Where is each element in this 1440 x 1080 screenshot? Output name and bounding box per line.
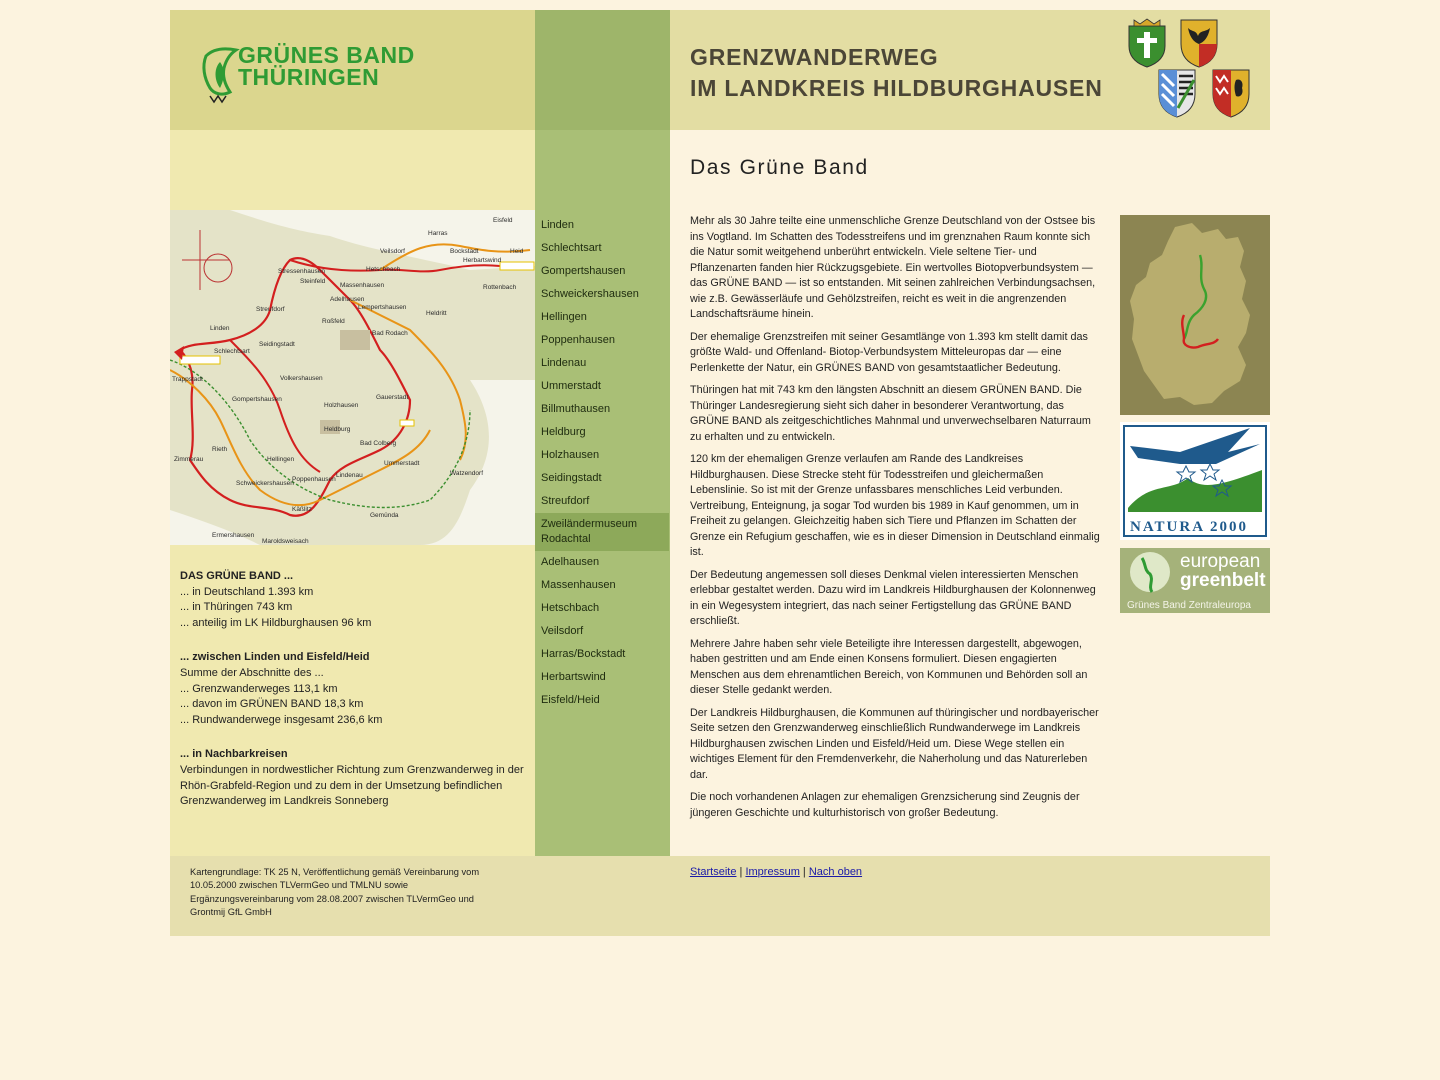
nav-item-schlechtsart[interactable]: Schlechtsart	[541, 242, 602, 254]
map-label: Zimmerau	[174, 456, 204, 463]
nav-item-seidingstadt[interactable]: Seidingstadt	[541, 472, 602, 484]
page-wrapper	[170, 10, 1270, 936]
nav-item-zweilaendermuseum-rodachtal[interactable]: Zweiländermuseum Rodachtal	[535, 513, 669, 551]
stats-line: ... in Deutschland 1.393 km	[180, 585, 314, 598]
map-label: Lindenau	[336, 472, 363, 479]
map-label: Maroldsweisach	[262, 538, 309, 545]
nav-item-heldburg[interactable]: Heldburg	[541, 426, 586, 438]
european-greenbelt-logo	[1120, 548, 1270, 613]
stats-line: ... in Thüringen 743 km	[180, 601, 293, 614]
route-map[interactable]	[170, 210, 535, 545]
map-label: Holzhausen	[324, 402, 359, 409]
article-paragraph: Thüringen hat mit 743 km den längsten Abschnitt an diesem GRÜNEN BAND. Die Thüringer Landesregierung sieht sich daher in besonderer Verantwortung, das GRÜNE BAND als zeitgeschichtliches Mahnmal und unverwechselbaren Naturraum zu erhalten und zu entwickeln.	[690, 384, 1091, 443]
nav-item-gompertshausen[interactable]: Gompertshausen	[541, 265, 626, 277]
nav-item-harras-bockstadt[interactable]: Harras/Bockstadt	[541, 648, 626, 660]
article-paragraph: Mehr als 30 Jahre teilte eine unmenschliche Grenze Deutschland von der Ostsee bis ins Vogtland. Im Schatten des Todesstreifens und im grenznahen Raum konnte sich die Natur somit weitgehend unberührt entwickeln. Viele seltene Tier- und Pflanzenarten fanden hier Rückzugsgebiete. Ein wertvolles Biotopverbundsystem — das GRÜNE BAND — ist so entstanden. Mit seinen zahlreichen Verbindungsachsen, wie z.B. Gewässerläufe und Gehölzstreifen, reicht es weit in die angrenzenden Landschaftsräume hinein.	[690, 215, 1096, 320]
main-content	[670, 130, 1270, 856]
map-label: Streufdorf	[256, 306, 285, 313]
link-separator: |	[739, 866, 743, 878]
nav-item-ummerstadt[interactable]: Ummerstadt	[541, 380, 601, 392]
map-label: Seidingstadt	[259, 341, 295, 348]
nav-item-veilsdorf[interactable]: Veilsdorf	[541, 625, 584, 637]
nav-item-eisfeld-heid[interactable]: Eisfeld/Heid	[541, 694, 600, 706]
header-middle	[535, 10, 670, 130]
map-label: Rieth	[212, 446, 228, 453]
stats-heading: DAS GRÜNE BAND ...	[180, 570, 294, 582]
map-label: Heldritt	[426, 310, 447, 317]
map-label: Steinfeld	[300, 278, 326, 285]
map-label: Hellingen	[267, 456, 295, 463]
nav-item-holzhausen[interactable]: Holzhausen	[541, 449, 600, 461]
nav-item-billmuthausen[interactable]: Billmuthausen	[541, 403, 611, 415]
site-title	[690, 42, 1103, 104]
nav-item-adelhausen[interactable]: Adelhausen	[541, 556, 600, 568]
map-label: Harras	[428, 230, 448, 237]
map-label: Gauerstadt	[376, 394, 409, 401]
stats-line: ... davon im GRÜNEN BAND 18,3 km	[180, 698, 364, 711]
site-title-line-1: GRENZWANDERWEG	[690, 44, 939, 70]
map-label: Schlechtsart	[214, 348, 250, 355]
natura-2000-label: NATURA 2000	[1130, 519, 1248, 535]
nav-item-hetschbach[interactable]: Hetschbach	[541, 602, 600, 614]
site-title-line-2: IM LANDKREIS HILDBURGHAUSEN	[690, 75, 1103, 101]
map-label: Bad Rodach	[372, 330, 408, 337]
map-label: Eisfeld	[493, 217, 513, 224]
nav-item-linden[interactable]: Linden	[541, 219, 575, 231]
back-to-top-link[interactable]: Nach oben	[808, 866, 863, 878]
stats-block-neighbors	[180, 747, 530, 809]
nav-list	[535, 214, 669, 712]
imprint-link[interactable]: Impressum	[745, 866, 800, 878]
natura-2000-logo	[1120, 422, 1270, 540]
map-label: Adelhausen	[330, 296, 365, 303]
nav-item-poppenhausen[interactable]: Poppenhausen	[541, 334, 616, 346]
nav-item-hellingen[interactable]: Hellingen	[541, 311, 587, 323]
stats-block-route	[180, 650, 530, 728]
gruenes-band-logo[interactable]	[200, 38, 415, 108]
header-left	[170, 10, 535, 130]
map-label: Poppenhausen	[292, 476, 336, 483]
article-paragraph: Der Bedeutung angemessen soll dieses Denkmal vielen interessierten Menschen erlebbar gestaltet werden. Dazu wird im Landkreis Hildburghausen der Kolonnenweg in ein Wegesystem integriert, das nach seiner Fertigstellung das GRÜNE BAND erschließt.	[690, 568, 1096, 627]
map-label: Heldburg	[324, 426, 351, 433]
map-label: Gemünda	[370, 512, 399, 519]
map-label: Volkershausen	[280, 375, 323, 382]
map-label: Linden	[210, 325, 230, 332]
map-label: Herbartswind	[463, 257, 502, 264]
stats-heading: ... in Nachbarkreisen	[180, 748, 288, 761]
coat-of-arms-icon	[1126, 18, 1168, 68]
nav-item-streufdorf[interactable]: Streufdorf	[541, 495, 590, 507]
stats-line: Summe der Abschnitte des ...	[180, 666, 324, 679]
logo-line-2: THÜRINGEN	[238, 64, 380, 90]
map-label: Trappstadt	[172, 376, 203, 383]
germany-map-image	[1120, 215, 1270, 415]
map-label: Ummerstadt	[384, 460, 420, 467]
map-credit: Kartengrundlage: TK 25 N, Veröffentlichung gemäß Vereinbarung vom 10.05.2000 zwischen TLVermGeo und TMLNU sowie Ergänzungsvereinbarung vom 28.08.2007 zwischen TLVermGeo und Grontmij GfL GmbH	[190, 867, 480, 918]
logo-line-1: GRÜNES BAND	[238, 42, 415, 68]
greenbelt-subtitle: Grünes Band Zentraleuropa	[1127, 600, 1251, 611]
stats-heading: ... zwischen Linden und Eisfeld/Heid	[180, 651, 370, 664]
nav-item-schweickershausen[interactable]: Schweickershausen	[541, 288, 639, 300]
header-right	[670, 10, 1270, 130]
article-paragraph: Der ehemalige Grenzstreifen mit seiner Gesamtlänge von 1.393 km stellt damit das größte Wald- und Offenland- Biotop-Verbundsystem Mitteleuropas dar — eine Perlenkette der Natur, ein GRÜNES BAND von gesamtstaatlicher Bedeutung.	[690, 330, 1088, 374]
section-navigation	[535, 130, 670, 856]
route-statistics	[180, 569, 530, 829]
link-separator: |	[802, 866, 806, 878]
map-label: Ermershausen	[212, 532, 255, 539]
article-text	[690, 214, 1100, 828]
home-link[interactable]: Startseite	[690, 866, 737, 878]
greenbelt-text-greenbelt: greenbelt	[1180, 570, 1266, 591]
map-label: Roßfeld	[322, 318, 345, 325]
greenbelt-text-european: european	[1180, 551, 1261, 572]
page-title: Das Grüne Band	[690, 156, 869, 179]
stats-block-germany	[180, 569, 530, 631]
map-label: Bad Colberg	[360, 440, 397, 447]
page-footer	[170, 856, 1270, 936]
map-label: Lempertshausen	[358, 304, 407, 311]
map-label: Stressenhausen	[278, 268, 325, 275]
article-paragraph: 120 km der ehemaligen Grenze verlaufen am Rande des Landkreises Hildburghausen. Diese Strecke steht für Todesstreifen und gleichermaßen Lebenslinie. So ist mit der Grenze unfassbares menschliches Leid verbunden. Vertreibung, Enteignung, ja sogar Tod wurden bis 1989 in Kauf genommen, um in Freiheit zu gelangen. Gleichzeitig haben sich Tiere und Pflanzen im Schatten der Grenze ein Refugium geschaffen, wie es in dieser Dimension in Deutschland einmalig ist.	[690, 453, 1100, 558]
map-label: Veilsdorf	[380, 248, 405, 255]
map-label: Rottenbach	[483, 284, 517, 291]
article-paragraph: Die noch vorhandenen Anlagen zur ehemaligen Grenzsicherung sind Zeugnis der jüngeren Geschichte und kulturhistorisch von großer Bedeutung.	[690, 791, 1080, 819]
footer-links	[690, 866, 862, 878]
stats-text: Verbindungen in nordwestlicher Richtung zum Grenzwanderweg in der Rhön-Grabfeld-Region und zu dem in der Umsetzung befindlichen Grenzwanderweg im Landkreis Sonneberg	[180, 763, 524, 808]
map-label: Schweickershausen	[236, 480, 294, 487]
article-paragraph: Mehrere Jahre haben sehr viele Beteiligte ihre Interessen dargestellt, abgewogen, haben gestritten und am Ende einen Konsens formuliert. Diesen engagierten Menschen aus dem ehrenamtlichen Bereich, von Kommunen und Behörden soll an dieser Stelle gedankt werden.	[690, 637, 1088, 696]
article-paragraph: Der Landkreis Hildburghausen, die Kommunen auf thüringischer und nordbayerischer Seite setzen den Grenzwanderweg einschließlich Rundwanderwege im Landkreis Hildburghausen zwischen Linden und Eisfeld/Heid um. Diese Wege stellen ein wichtiges Element für den Fremdenverkehr, die Naherholung und das Naturerleben dar.	[690, 706, 1099, 781]
leaf-icon	[200, 38, 240, 108]
germany-outline-icon	[1120, 215, 1270, 415]
nav-item-herbartswind[interactable]: Herbartswind	[541, 671, 606, 683]
map-label: Gompertshausen	[232, 396, 282, 403]
nav-item-lindenau[interactable]: Lindenau	[541, 357, 587, 369]
map-label: Massenhausen	[340, 282, 385, 289]
map-label: Käßlitz	[292, 506, 312, 513]
map-label: Watzendorf	[450, 470, 483, 477]
left-column	[170, 130, 535, 856]
map-label: Heid	[510, 248, 524, 255]
coat-of-arms-icon	[1178, 18, 1220, 68]
stats-line: ... Rundwanderwege insgesamt 236,6 km	[180, 713, 383, 726]
stats-line: ... Grenzwanderweges 113,1 km	[180, 682, 338, 695]
map-label: Hetschbach	[366, 266, 401, 273]
coat-of-arms-icon	[1156, 68, 1198, 118]
map-label: Bockstadt	[450, 248, 479, 255]
coat-of-arms-icon	[1210, 68, 1252, 118]
stats-line: ... anteilig im LK Hildburghausen 96 km	[180, 616, 372, 629]
nav-item-massenhausen[interactable]: Massenhausen	[541, 579, 616, 591]
